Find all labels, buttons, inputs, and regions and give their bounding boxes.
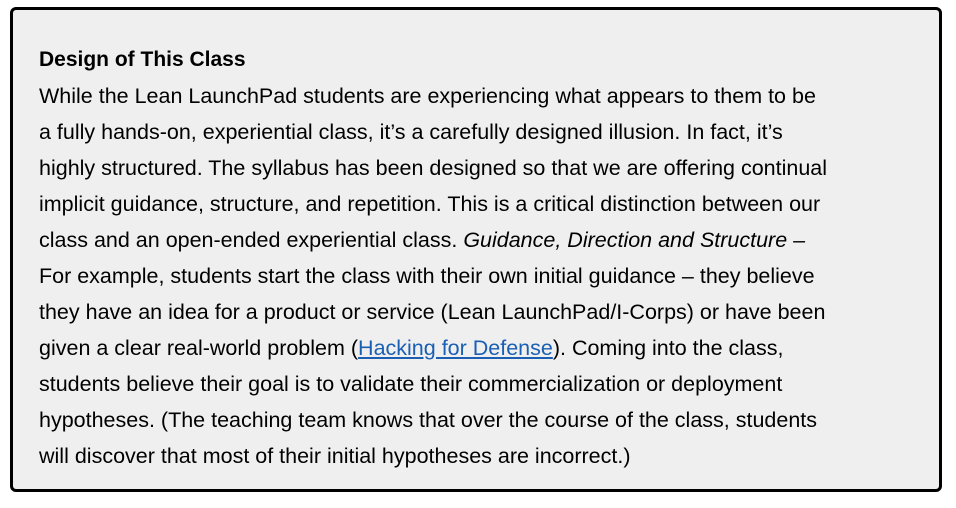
body-text: ). Coming into the class, (552, 336, 784, 360)
paragraph-line (39, 114, 915, 150)
body-text: class and an open-ended experiential class. (39, 228, 464, 252)
paragraph-line (39, 294, 915, 330)
paragraph-line (39, 366, 915, 402)
italic-heading-text: Guidance, Direction and Structure (463, 228, 788, 252)
paragraph-line (39, 258, 915, 294)
paragraph-line (39, 150, 915, 186)
paragraph-line (39, 186, 915, 222)
callout-box (10, 7, 942, 492)
section-title: Design of This Class (39, 48, 246, 71)
paragraph-line (39, 78, 915, 114)
body-text: given a clear real-world problem ( (39, 336, 359, 360)
hacking-for-defense-link[interactable]: Hacking for Defense (358, 336, 553, 360)
paragraph-line (39, 222, 915, 258)
body-text: While the Lean LaunchPad students are experiencing what appears to them to be (39, 84, 816, 108)
body-text: highly structured. The syllabus has been designed so that we are offering continual (39, 156, 828, 180)
paragraph-line (39, 438, 915, 474)
body-text: hypotheses. (The teaching team knows that over the course of the class, students (39, 408, 818, 432)
body-paragraph (39, 78, 915, 474)
body-text: a fully hands-on, experiential class, it’s a carefully designed illusion. In fact, it’s (39, 120, 783, 144)
paragraph-line (39, 402, 915, 438)
body-text: students believe their goal is to validate their commercialization or deployment (39, 372, 783, 396)
body-text: will discover that most of their initial hypotheses are incorrect.) (39, 444, 631, 468)
body-text: they have an idea for a product or service (Lean LaunchPad/I-Corps) or have been (39, 300, 826, 324)
body-text: – (787, 228, 806, 252)
body-text: implicit guidance, structure, and repetition. This is a critical distinction between our (39, 192, 821, 216)
paragraph-line (39, 330, 915, 366)
body-text: For example, students start the class with their own initial guidance – they believe (39, 264, 815, 288)
